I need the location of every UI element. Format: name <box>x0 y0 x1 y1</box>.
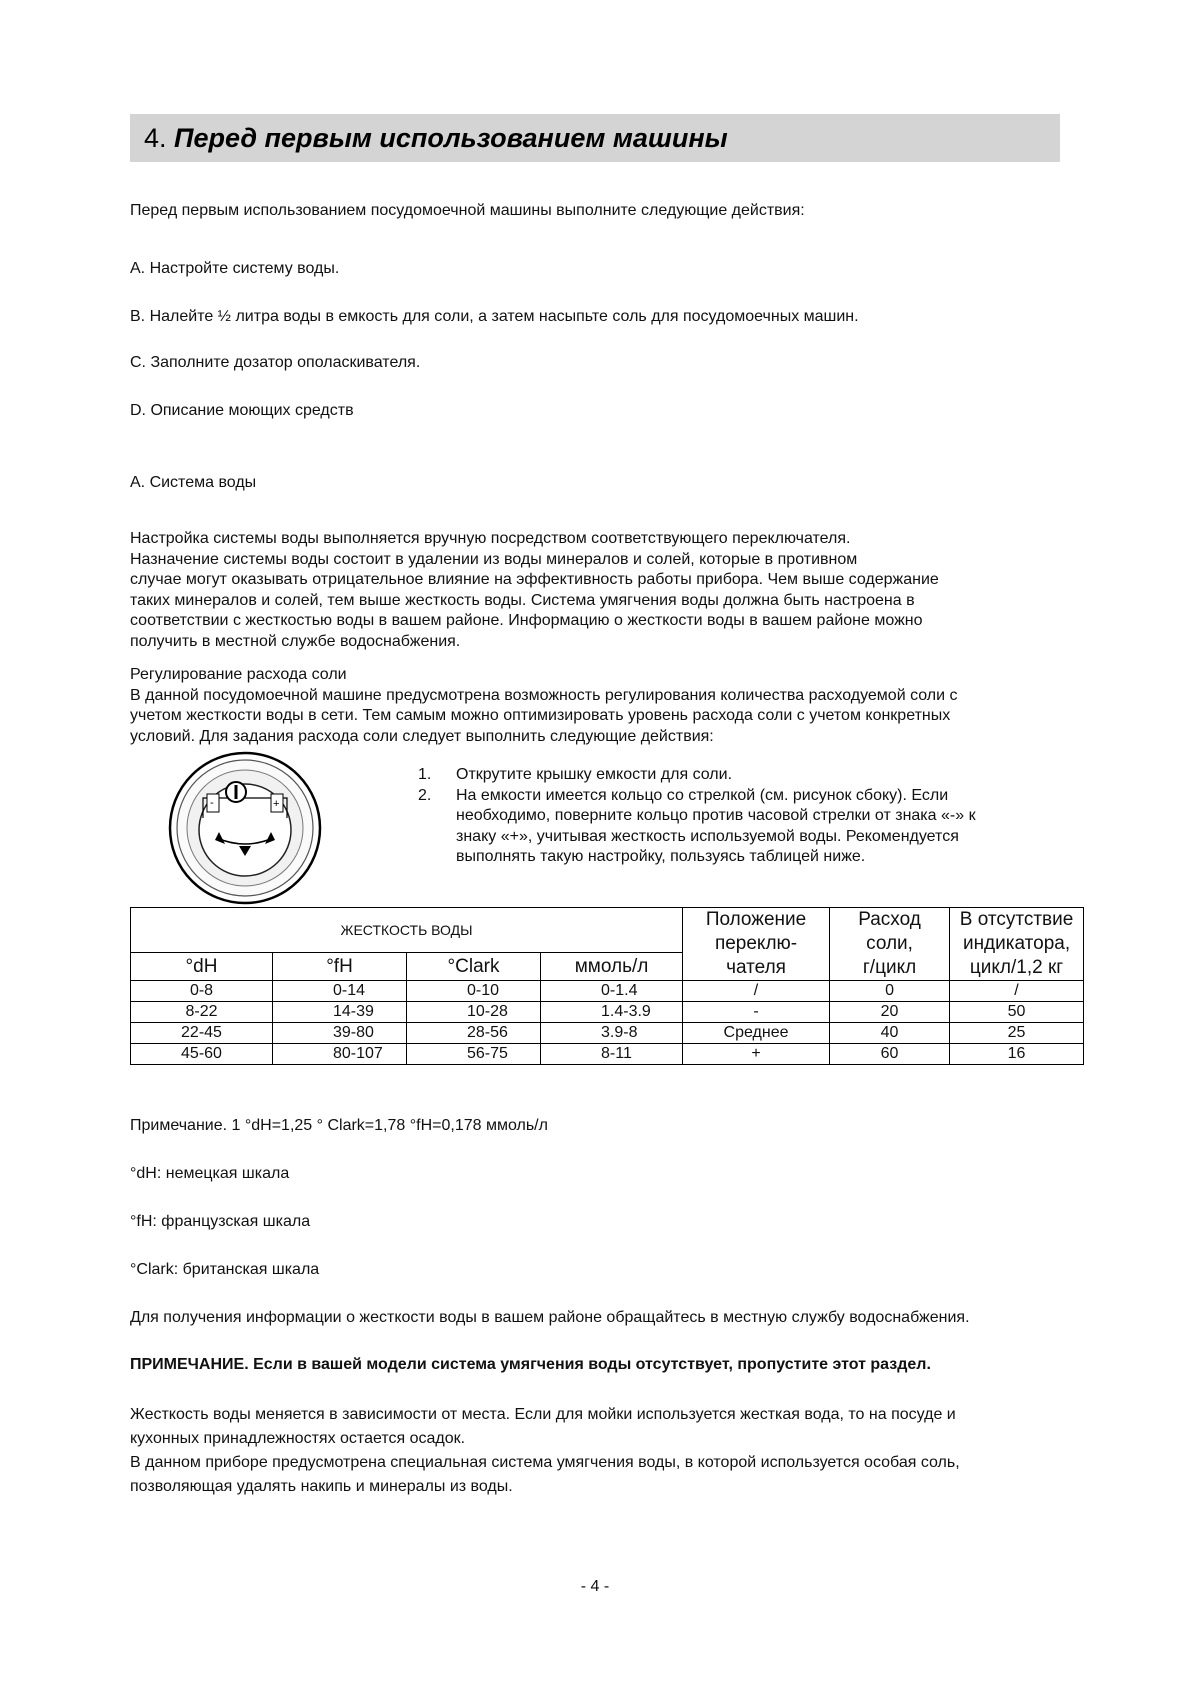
step-line: необходимо, поверните кольцо против часовой стрелки от знака «-» к <box>456 807 976 824</box>
numbered-step <box>418 765 1068 786</box>
numbered-step <box>418 786 1068 868</box>
table-cell: / <box>683 981 830 1002</box>
table-cell: 1.4-3.9 <box>541 1002 683 1023</box>
table-cell: 50 <box>950 1002 1084 1023</box>
step-a: A. Настройте систему воды. <box>130 260 340 277</box>
salt-heading: Регулирование расхода соли <box>130 666 347 683</box>
step-text <box>456 786 976 868</box>
table-cell: 80-107 <box>273 1044 407 1065</box>
note-clark: °Clark: британская шкала <box>130 1261 320 1278</box>
step-line: знаку «+», учитывая жесткость используемой воды. Рекомендуется <box>456 827 959 845</box>
table-cell: Среднее <box>683 1023 830 1044</box>
table-cell: 0-14 <box>273 981 407 1002</box>
table-row <box>131 981 1084 1002</box>
section-title-text: Перед первым использованием машины <box>174 123 728 153</box>
table-cell: + <box>683 1044 830 1065</box>
step-c: C. Заполните дозатор ополаскивателя. <box>130 354 421 371</box>
paragraph-line: получить в местной службе водоснабжения. <box>130 632 461 650</box>
final-paragraph <box>130 1403 1060 1499</box>
section-title <box>144 123 728 154</box>
paragraph-line: позволяющая удалять накипь и минералы из воды. <box>130 1478 513 1495</box>
note-info: Для получения информации о жесткости воды в вашем районе обращайтесь в местную службу водоснабжения. <box>130 1309 970 1326</box>
table-cell: 0-1.4 <box>541 981 683 1002</box>
svg-text:+: + <box>273 798 280 810</box>
step-number: 1. <box>418 766 432 783</box>
paragraph-line: таких минералов и солей, тем выше жесткость воды. Система умягчения воды должна быть настроена в <box>130 591 915 609</box>
table-header-row <box>131 908 1084 953</box>
step-b: B. Налейте ½ литра воды в емкость для соли, а затем насыпьте соль для посудомоечных машин. <box>130 308 859 325</box>
table-cell: 0-10 <box>407 981 541 1002</box>
table-cell: 0-8 <box>131 981 273 1002</box>
hardness-group-header: ЖЕСТКОСТЬ ВОДЫ <box>131 908 683 953</box>
table-cell: 25 <box>950 1023 1084 1044</box>
paragraph-line: Назначение системы воды состоит в удалении из воды минералов и солей, которые в противном <box>130 550 858 568</box>
table-cell: 8-11 <box>541 1044 683 1065</box>
table-row <box>131 1023 1084 1044</box>
table-cell: 60 <box>830 1044 950 1065</box>
section-header <box>130 114 1060 162</box>
water-hardness-table <box>130 907 1084 1065</box>
step-line: выполнять такую настройку, пользуясь таблицей ниже. <box>456 848 866 865</box>
paragraph-line: кухонных принадлежностях остается осадок. <box>130 1430 466 1447</box>
step-number: 2. <box>418 786 432 804</box>
unit-dh: °dH <box>131 953 273 981</box>
table-cell: 28-56 <box>407 1023 541 1044</box>
table-cell: 40 <box>830 1023 950 1044</box>
position-header: Положение переклю- чателя <box>683 908 830 981</box>
table-cell: 10-28 <box>407 1002 541 1023</box>
paragraph-line: Жесткость воды меняется в зависимости от места. Если для мойки используется жесткая вода, то на посуде и <box>130 1406 956 1423</box>
table-cell: 0 <box>830 981 950 1002</box>
intro-text: Перед первым использованием посудомоечной машины выполните следующие действия: <box>130 202 805 219</box>
no-indicator-header: В отсутствие индикатора, цикл/1,2 кг <box>950 908 1084 981</box>
svg-text:-: - <box>210 797 214 809</box>
paragraph-line: Настройка системы воды выполняется вручную посредством соответствующего переключателя. <box>130 530 851 547</box>
table-cell: 56-75 <box>407 1044 541 1065</box>
table-cell: - <box>683 1002 830 1023</box>
section-number: 4. <box>144 123 167 153</box>
table-cell: 8-22 <box>131 1002 273 1023</box>
step-line: Открутите крышку емкости для соли. <box>456 766 733 783</box>
salt-cap-illustration <box>167 750 323 906</box>
paragraph-line: случае могут оказывать отрицательное влияние на эффективность работы прибора. Чем выше содержание <box>130 571 939 588</box>
table-row <box>131 1002 1084 1023</box>
table-cell: 22-45 <box>131 1023 273 1044</box>
paragraph-line: В данной посудомоечной машине предусмотрена возможность регулирования количества расходуемой соли с <box>130 686 958 704</box>
unit-mmol: ммоль/л <box>541 953 683 981</box>
unit-clark: °Clark <box>407 953 541 981</box>
table-cell: 3.9-8 <box>541 1023 683 1044</box>
step-line: На емкости имеется кольцо со стрелкой (см. рисунок сбоку). Если <box>456 786 949 804</box>
salt-consumption-header: Расход соли, г/цикл <box>830 908 950 981</box>
conversion-note: Примечание. 1 °dH=1,25 ° Clark=1,78 °fH=0,178 ммоль/л <box>130 1117 548 1134</box>
unit-fh: °fH <box>273 953 407 981</box>
note-dh: °dH: немецкая шкала <box>130 1165 290 1182</box>
step-text <box>456 765 732 786</box>
numbered-steps <box>418 765 1068 868</box>
table-cell: 16 <box>950 1044 1084 1065</box>
table-cell: 14-39 <box>273 1002 407 1023</box>
warning-note: ПРИМЕЧАНИЕ. Если в вашей модели система умягчения воды отсутствует, пропустите этот раздел. <box>130 1356 931 1373</box>
paragraph-line: соответствии с жесткостью воды в вашем районе. Информацию о жесткости воды в вашем районе можно <box>130 612 923 629</box>
table-cell: 45-60 <box>131 1044 273 1065</box>
salt-section <box>130 665 1060 747</box>
paragraph-line: условий. Для задания расхода соли следует выполнить следующие действия: <box>130 727 714 745</box>
section-a-paragraph <box>130 529 1060 652</box>
table-cell: 20 <box>830 1002 950 1023</box>
table-cell: / <box>950 981 1084 1002</box>
paragraph-line: В данном приборе предусмотрена специальная система умягчения воды, в которой используется особая соль, <box>130 1454 960 1471</box>
page-number: - 4 - <box>580 1578 610 1595</box>
note-fh: °fH: французская шкала <box>130 1213 311 1230</box>
step-d: D. Описание моющих средств <box>130 402 354 419</box>
table-row <box>131 1044 1084 1065</box>
section-a-heading: A. Система воды <box>130 474 257 491</box>
table-cell: 39-80 <box>273 1023 407 1044</box>
paragraph-line: учетом жесткости воды в сети. Тем самым можно оптимизировать уровень расхода соли с учетом конкретных <box>130 707 951 724</box>
